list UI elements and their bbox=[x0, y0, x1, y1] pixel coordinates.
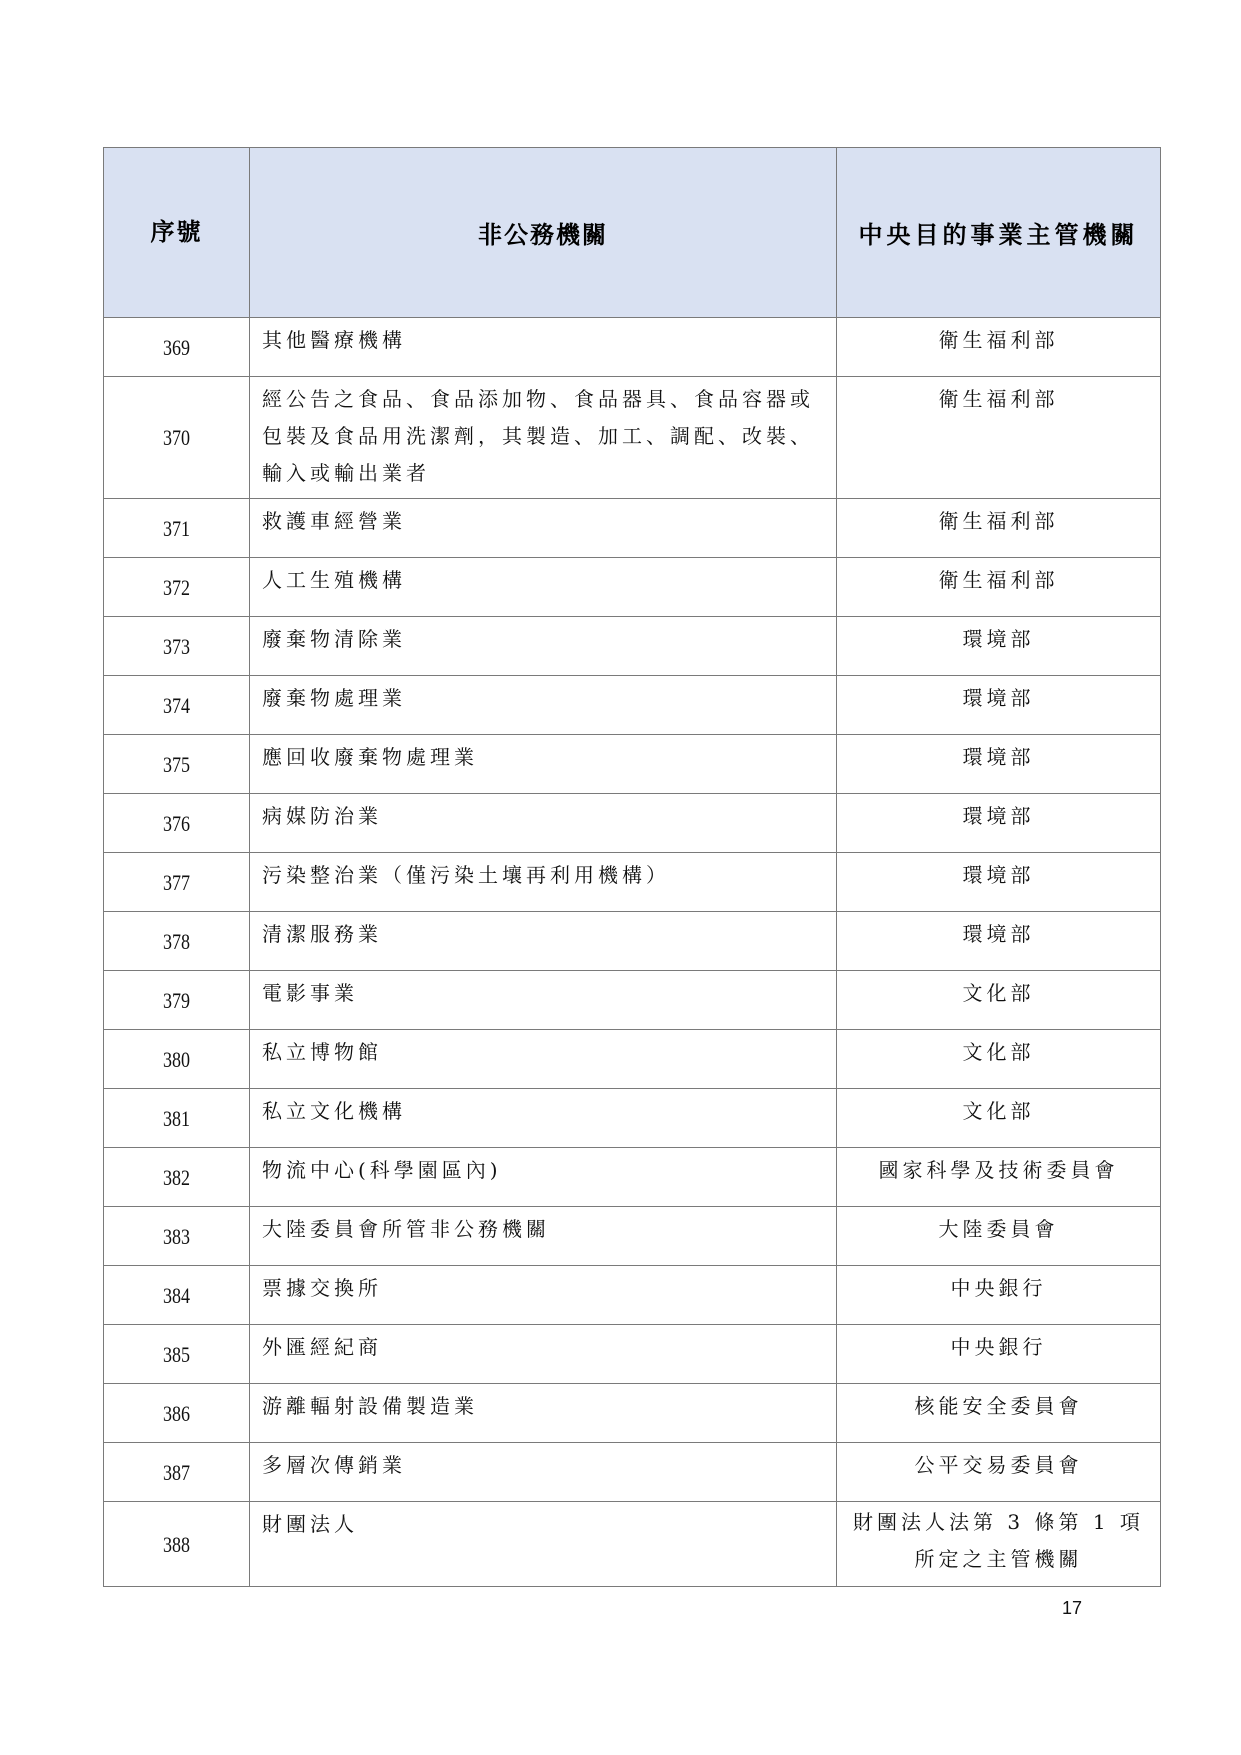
header-central-competent-authority: 中央目的事業主管機關 bbox=[837, 148, 1161, 318]
institution-cell: 經公告之食品、食品添加物、食品器具、食品容器或包裝及食品用洗潔劑，其製造、加工、調配、改裝、輸入或輸出業者 bbox=[250, 377, 837, 499]
institution-cell: 人工生殖機構 bbox=[250, 558, 837, 617]
institution-cell: 票據交換所 bbox=[250, 1266, 837, 1325]
table-row bbox=[104, 1443, 1161, 1502]
serial-number-cell: 384 bbox=[104, 1266, 250, 1325]
table-row bbox=[104, 794, 1161, 853]
authority-cell: 公平交易委員會 bbox=[837, 1443, 1161, 1502]
authority-cell: 衛生福利部 bbox=[837, 558, 1161, 617]
serial-number-cell: 379 bbox=[104, 971, 250, 1030]
serial-number-cell: 377 bbox=[104, 853, 250, 912]
authority-cell: 核能安全委員會 bbox=[837, 1384, 1161, 1443]
table-row bbox=[104, 676, 1161, 735]
serial-number-cell: 383 bbox=[104, 1207, 250, 1266]
table-row bbox=[104, 377, 1161, 499]
serial-number-cell: 374 bbox=[104, 676, 250, 735]
authority-cell: 衛生福利部 bbox=[837, 499, 1161, 558]
institution-cell: 物流中心(科學園區內) bbox=[250, 1148, 837, 1207]
authority-cell: 中央銀行 bbox=[837, 1325, 1161, 1384]
institution-cell: 私立文化機構 bbox=[250, 1089, 837, 1148]
serial-number-cell: 378 bbox=[104, 912, 250, 971]
institution-cell: 財團法人 bbox=[250, 1502, 837, 1587]
serial-number-cell: 373 bbox=[104, 617, 250, 676]
table-row bbox=[104, 1148, 1161, 1207]
authority-cell: 財團法人法第 3 條第 1 項所定之主管機關 bbox=[837, 1502, 1161, 1587]
authority-cell: 環境部 bbox=[837, 617, 1161, 676]
table-row bbox=[104, 971, 1161, 1030]
authority-cell: 文化部 bbox=[837, 971, 1161, 1030]
institution-cell: 廢棄物清除業 bbox=[250, 617, 837, 676]
serial-number-cell: 387 bbox=[104, 1443, 250, 1502]
table-row bbox=[104, 617, 1161, 676]
table-row bbox=[104, 558, 1161, 617]
authority-cell: 文化部 bbox=[837, 1089, 1161, 1148]
institution-cell: 應回收廢棄物處理業 bbox=[250, 735, 837, 794]
authority-cell: 文化部 bbox=[837, 1030, 1161, 1089]
header-non-government-agency: 非公務機關 bbox=[250, 148, 837, 318]
institution-cell: 其他醫療機構 bbox=[250, 318, 837, 377]
authority-cell: 環境部 bbox=[837, 853, 1161, 912]
authority-cell: 環境部 bbox=[837, 735, 1161, 794]
table-row bbox=[104, 853, 1161, 912]
serial-number-cell: 380 bbox=[104, 1030, 250, 1089]
table-row bbox=[104, 1266, 1161, 1325]
authority-cell: 大陸委員會 bbox=[837, 1207, 1161, 1266]
institution-cell: 游離輻射設備製造業 bbox=[250, 1384, 837, 1443]
institution-cell: 私立博物館 bbox=[250, 1030, 837, 1089]
serial-number-cell: 386 bbox=[104, 1384, 250, 1443]
institution-cell: 外匯經紀商 bbox=[250, 1325, 837, 1384]
table-row bbox=[104, 318, 1161, 377]
serial-number-cell: 369 bbox=[104, 318, 250, 377]
table-row bbox=[104, 1502, 1161, 1587]
table-row bbox=[104, 1207, 1161, 1266]
serial-number-cell: 376 bbox=[104, 794, 250, 853]
serial-number-cell: 372 bbox=[104, 558, 250, 617]
table-row bbox=[104, 1325, 1161, 1384]
authority-cell: 中央銀行 bbox=[837, 1266, 1161, 1325]
serial-number-cell: 370 bbox=[104, 377, 250, 499]
table-header-row bbox=[104, 148, 1161, 318]
institution-cell: 救護車經營業 bbox=[250, 499, 837, 558]
institution-cell: 大陸委員會所管非公務機關 bbox=[250, 1207, 837, 1266]
serial-number-cell: 381 bbox=[104, 1089, 250, 1148]
serial-number-cell: 385 bbox=[104, 1325, 250, 1384]
table-row bbox=[104, 912, 1161, 971]
serial-number-cell: 388 bbox=[104, 1502, 250, 1587]
table-row bbox=[104, 1030, 1161, 1089]
regulatory-authority-table bbox=[103, 147, 1161, 1587]
authority-cell: 國家科學及技術委員會 bbox=[837, 1148, 1161, 1207]
authority-cell: 衛生福利部 bbox=[837, 377, 1161, 499]
serial-number-cell: 382 bbox=[104, 1148, 250, 1207]
page-number: 17 bbox=[1062, 1598, 1083, 1618]
serial-number-cell: 375 bbox=[104, 735, 250, 794]
table-row bbox=[104, 499, 1161, 558]
table-row bbox=[104, 1384, 1161, 1443]
institution-cell: 電影事業 bbox=[250, 971, 837, 1030]
authority-cell: 衛生福利部 bbox=[837, 318, 1161, 377]
institution-cell: 清潔服務業 bbox=[250, 912, 837, 971]
authority-cell: 環境部 bbox=[837, 912, 1161, 971]
institution-cell: 病媒防治業 bbox=[250, 794, 837, 853]
authority-cell: 環境部 bbox=[837, 794, 1161, 853]
institution-cell: 多層次傳銷業 bbox=[250, 1443, 837, 1502]
table-row bbox=[104, 735, 1161, 794]
table-row bbox=[104, 1089, 1161, 1148]
authority-cell: 環境部 bbox=[837, 676, 1161, 735]
header-serial-number: 序號 bbox=[104, 148, 250, 318]
serial-number-cell: 371 bbox=[104, 499, 250, 558]
institution-cell: 廢棄物處理業 bbox=[250, 676, 837, 735]
institution-cell: 污染整治業（僅污染土壤再利用機構） bbox=[250, 853, 837, 912]
